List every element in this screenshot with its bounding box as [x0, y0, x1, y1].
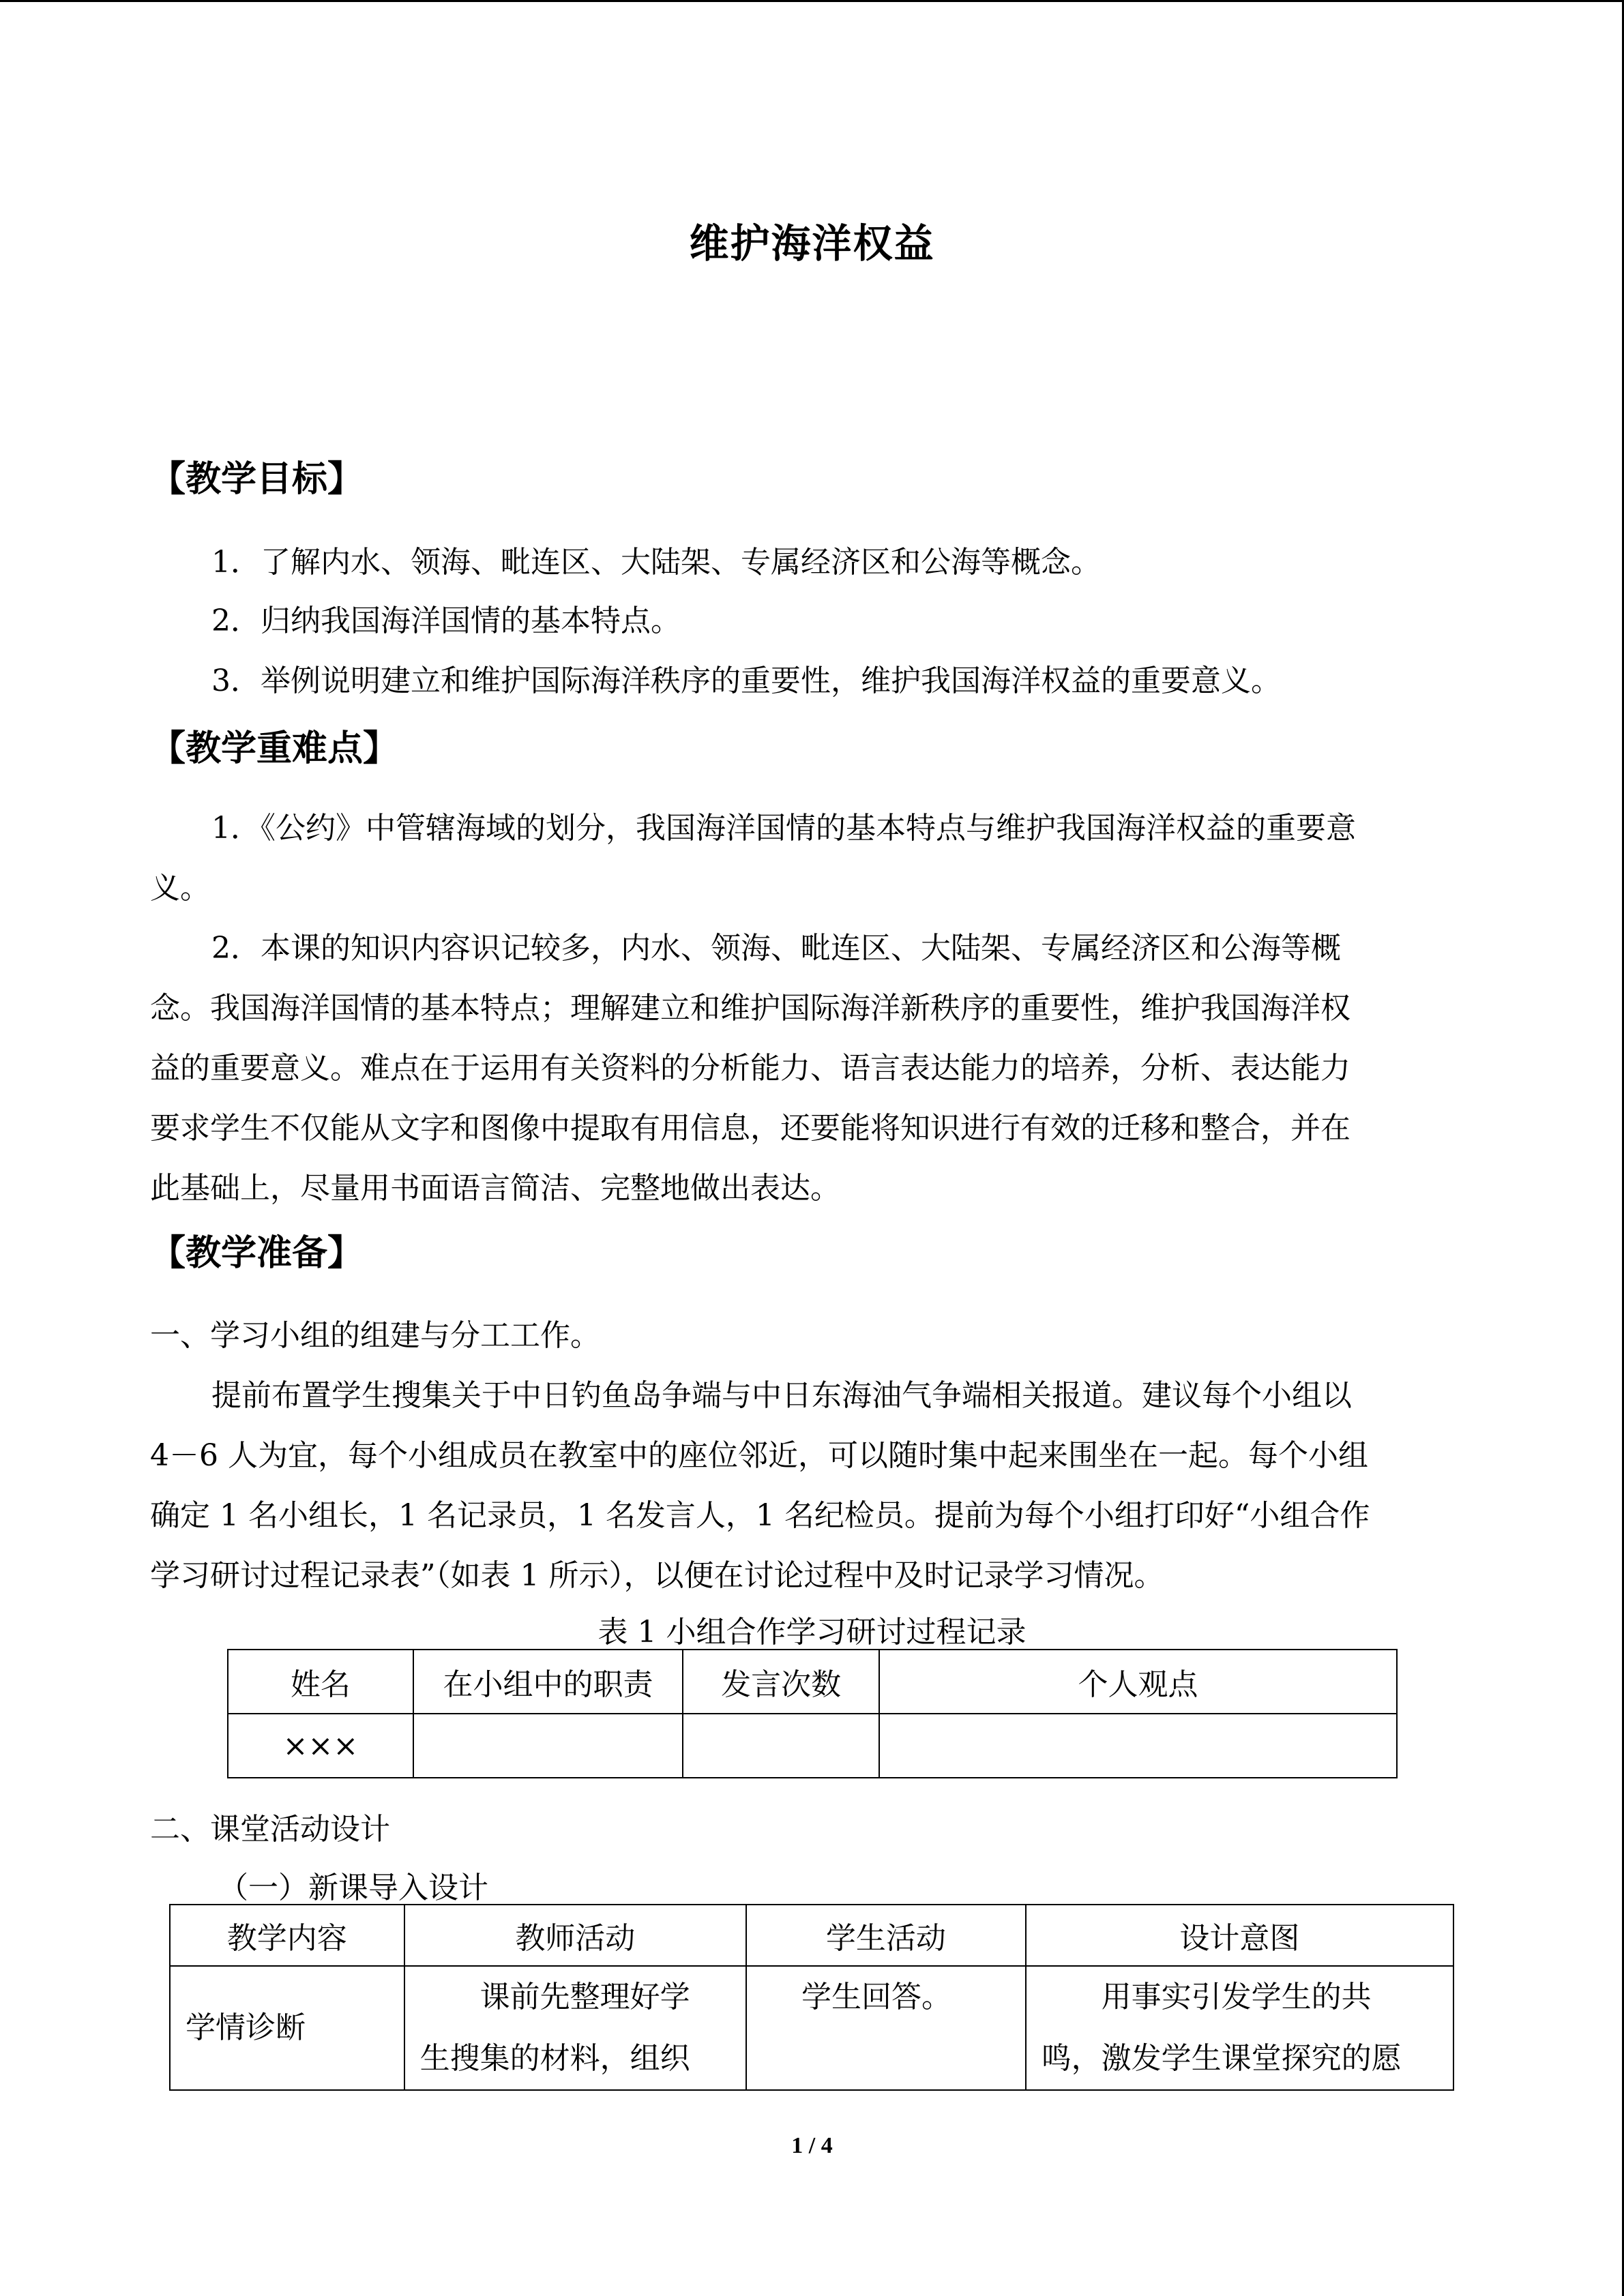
cell-intent-line-2: 鸣，激发学生课堂探究的愿 — [1041, 2041, 1402, 2076]
cell-teacher-line-2: 生搜集的材料，组织 — [419, 2041, 690, 2076]
table-header-row — [228, 1650, 1397, 1714]
prep-paragraph-line-3: 确定 1 名小组长，1 名记录员，1 名发言人，1 名纪检员。提前为每个小组打印好“小组合作 — [150, 1498, 1370, 1533]
goal-item-1: 1．了解内水、领海、毗连区、大陆架、专属经济区和公海等概念。 — [211, 545, 1101, 580]
cell-teacher — [404, 1966, 746, 2090]
goal-item-2: 2．归纳我国海洋国情的基本特点。 — [211, 603, 681, 638]
header-name: 姓名 — [228, 1650, 413, 1714]
cell-teacher-line-1: 课前先整理好学 — [479, 1980, 690, 2014]
keypoint-1-line-1: 1．《公约》中管辖海域的划分，我国海洋国情的基本特点与维护我国海洋权益的重要意 — [211, 811, 1356, 846]
cell-intent-line-1: 用事实引发学生的共 — [1101, 1980, 1372, 2014]
cell-content-text: 学情诊断 — [186, 2010, 306, 2045]
keypoint-2-line-5: 此基础上，尽量用书面语言简洁、完整地做出表达。 — [150, 1171, 840, 1206]
cell-speak-count — [683, 1714, 879, 1778]
table-row — [228, 1714, 1397, 1778]
cell-student — [746, 1966, 1026, 2090]
prep-paragraph-line-2: 4－6 人为宜，每个小组成员在教室中的座位邻近，可以随时集中起来围坐在一起。每个小组 — [150, 1438, 1368, 1473]
header-role: 在小组中的职责 — [413, 1650, 683, 1714]
table-header-row — [170, 1905, 1453, 1966]
keypoint-1-line-2: 义。 — [150, 871, 210, 906]
prep-subheading-1: 一、学习小组的组建与分工工作。 — [150, 1318, 600, 1353]
heading-keypoints: 【教学重难点】 — [150, 728, 399, 769]
keypoint-2-line-1: 2．本课的知识内容识记较多，内水、领海、毗连区、大陆架、专属经济区和公海等概 — [211, 931, 1341, 966]
cell-content — [170, 1966, 404, 2090]
lesson-intro-table — [169, 1904, 1454, 2091]
table-row — [170, 1966, 1453, 2090]
header-speak-count: 发言次数 — [683, 1650, 879, 1714]
prep-paragraph-line-1: 提前布置学生搜集关于中日钓鱼岛争端与中日东海油气争端相关报道。建议每个小组以 — [211, 1378, 1352, 1413]
prep-subheading-2: 二、课堂活动设计 — [150, 1812, 390, 1847]
header-intent: 设计意图 — [1026, 1905, 1453, 1966]
keypoint-2-line-3: 益的重要意义。难点在于运用有关资料的分析能力、语言表达能力的培养，分析、表达能力 — [150, 1051, 1350, 1086]
goal-item-3: 3．举例说明建立和维护国际海洋秩序的重要性，维护我国海洋权益的重要意义。 — [211, 664, 1281, 698]
heading-goals: 【教学目标】 — [150, 459, 364, 500]
prep-paragraph-line-4: 学习研讨过程记录表”（如表 1 所示），以便在讨论过程中及时记录学习情况。 — [150, 1558, 1164, 1593]
cell-role — [413, 1714, 683, 1778]
heading-prep: 【教学准备】 — [150, 1233, 364, 1274]
cell-student-text: 学生回答。 — [801, 1980, 952, 2014]
group-record-table — [227, 1649, 1398, 1778]
header-student: 学生活动 — [746, 1905, 1026, 1966]
header-teacher: 教师活动 — [404, 1905, 746, 1966]
prep-subheading-3: （一）新课导入设计 — [218, 1870, 488, 1905]
page-top-border — [0, 0, 1624, 2]
table1-caption: 表 1 小组合作学习研讨过程记录 — [597, 1615, 1027, 1650]
cell-name: ××× — [228, 1714, 413, 1778]
cell-intent — [1026, 1966, 1453, 2090]
keypoint-2-line-2: 念。我国海洋国情的基本特点；理解建立和维护国际海洋新秩序的重要性，维护我国海洋权 — [150, 991, 1350, 1026]
header-opinion: 个人观点 — [879, 1650, 1397, 1714]
keypoint-2-line-4: 要求学生不仅能从文字和图像中提取有用信息，还要能将知识进行有效的迁移和整合，并在 — [150, 1111, 1350, 1146]
document-title: 维护海洋权益 — [689, 220, 935, 267]
header-content: 教学内容 — [170, 1905, 404, 1966]
cell-opinion — [879, 1714, 1397, 1778]
page-number: 1 / 4 — [791, 2133, 833, 2158]
